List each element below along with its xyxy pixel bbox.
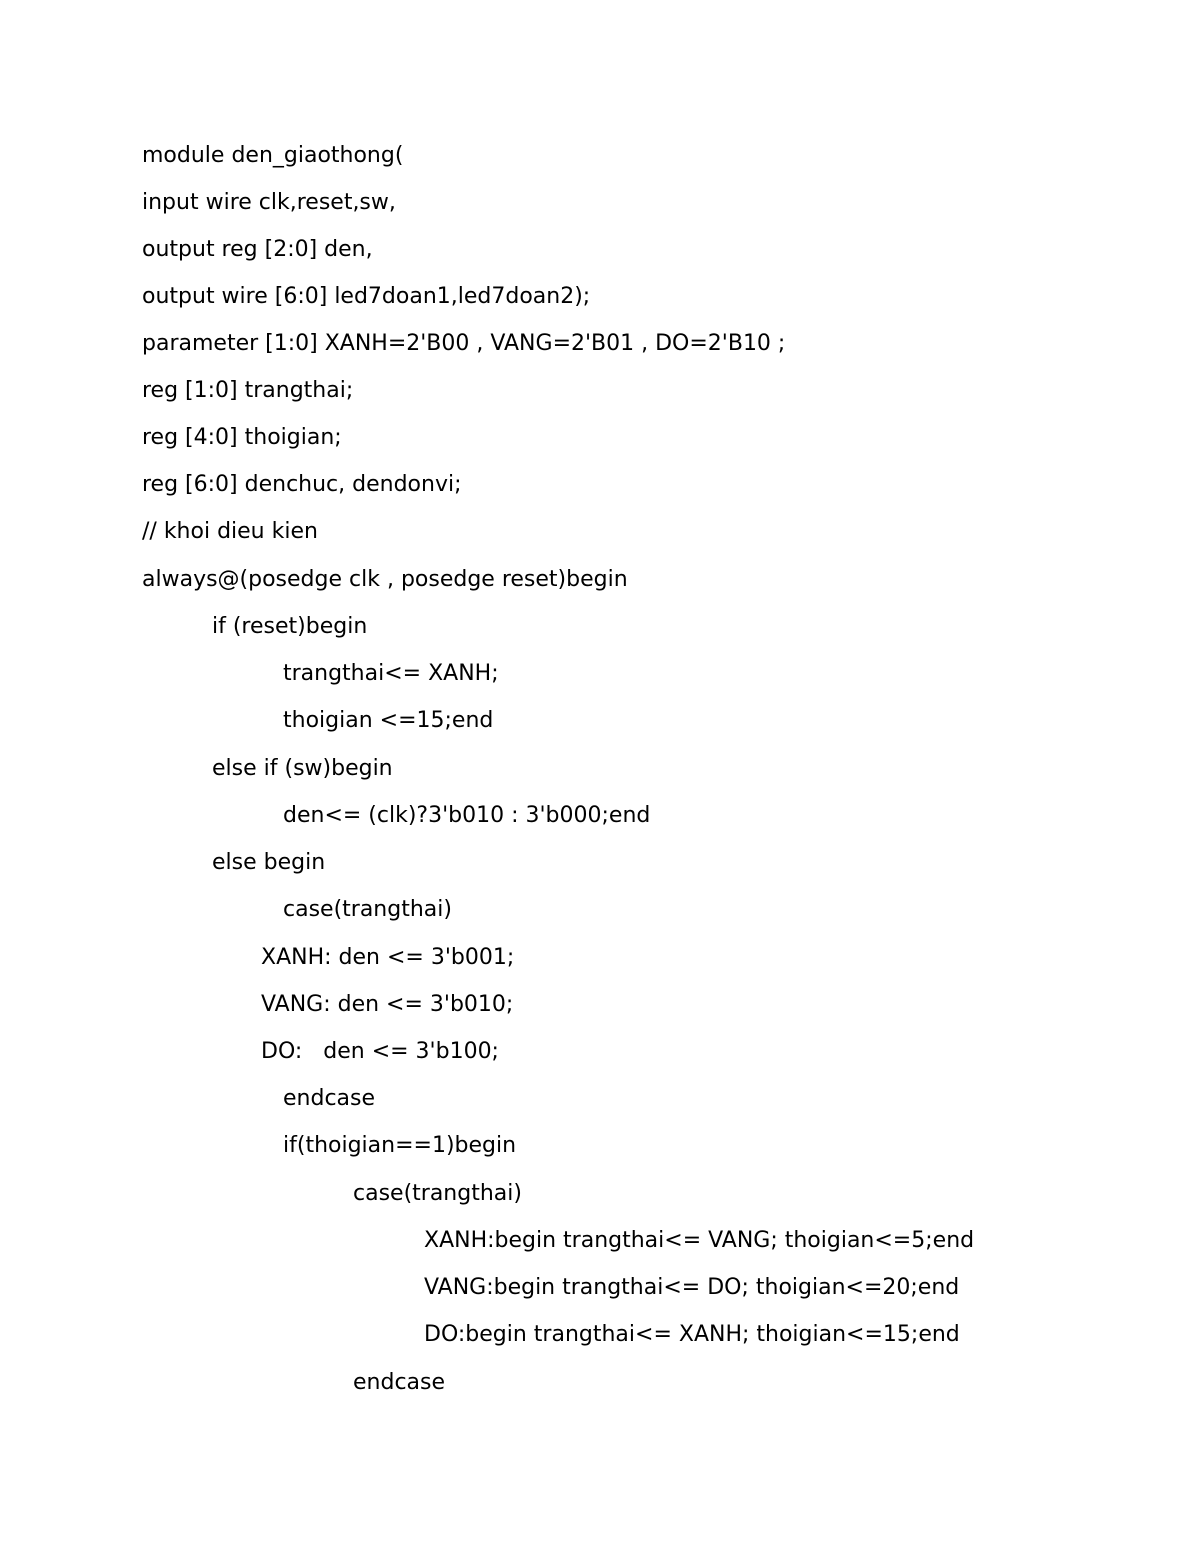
code-line: input wire clk,reset,sw,: [142, 190, 396, 215]
code-line: else if (sw)begin: [212, 756, 393, 781]
code-line: output reg [2:0] den,: [142, 237, 373, 262]
code-line: endcase: [353, 1370, 446, 1395]
code-line: XANH:begin trangthai<= VANG; thoigian<=5;end: [424, 1228, 975, 1253]
code-line: VANG:begin trangthai<= DO; thoigian<=20;end: [424, 1275, 960, 1300]
code-line: parameter [1:0] XANH=2'B00 , VANG=2'B01 , DO=2'B10 ;: [142, 331, 786, 356]
code-line: trangthai<= XANH;: [283, 661, 499, 686]
code-line: endcase: [283, 1086, 376, 1111]
code-line: module den_giaothong(: [142, 143, 404, 168]
code-comment: // khoi dieu kien: [142, 519, 318, 544]
code-line: DO:begin trangthai<= XANH; thoigian<=15;end: [424, 1322, 960, 1347]
code-line: reg [6:0] denchuc, dendonvi;: [142, 472, 462, 497]
code-line: VANG: den <= 3'b010;: [261, 992, 514, 1017]
code-line: den<= (clk)?3'b010 : 3'b000;end: [283, 803, 651, 828]
code-line: if(thoigian==1)begin: [283, 1133, 517, 1158]
code-line: always@(posedge clk , posedge reset)begin: [142, 567, 628, 592]
code-line: case(trangthai): [353, 1181, 522, 1206]
code-line: output wire [6:0] led7doan1,led7doan2);: [142, 284, 591, 309]
code-line: reg [1:0] trangthai;: [142, 378, 354, 403]
code-line: XANH: den <= 3'b001;: [261, 945, 515, 970]
code-line: DO: den <= 3'b100;: [261, 1039, 499, 1064]
code-line: if (reset)begin: [212, 614, 368, 639]
code-line: thoigian <=15;end: [283, 708, 494, 733]
code-line: reg [4:0] thoigian;: [142, 425, 342, 450]
code-line: else begin: [212, 850, 326, 875]
code-line: case(trangthai): [283, 897, 452, 922]
